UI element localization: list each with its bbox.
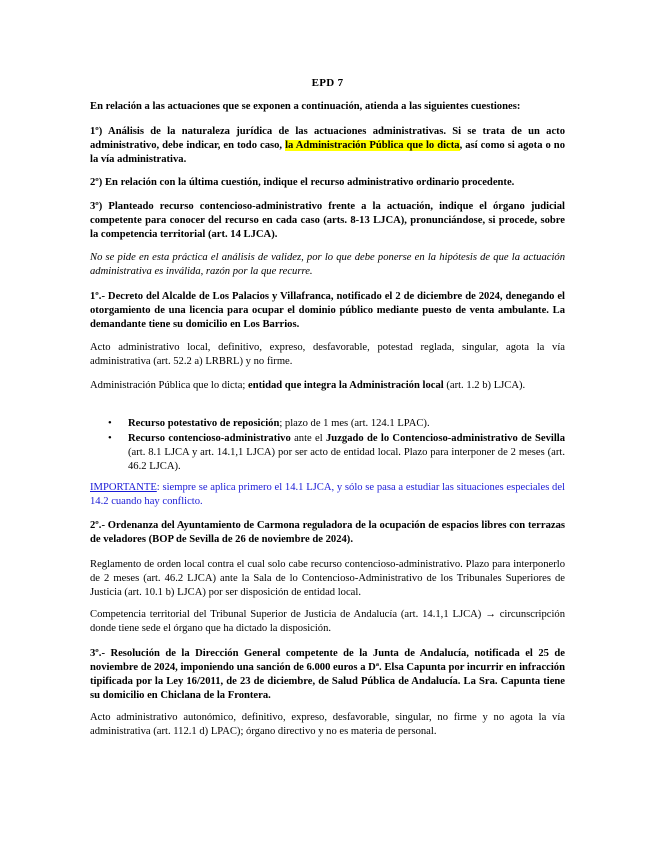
intro-paragraph: En relación a las actuaciones que se exponen a continuación, atienda a las siguientes cuestiones: [90,101,521,112]
case-1-bullet-list [90,417,565,475]
case-1-p2-c: (art. 1.2 b) LJCA). [443,380,526,391]
document-title: EPD 7 [311,77,344,89]
bullet-2-a: Recurso contencioso-administrativo [128,433,291,444]
question-3: 3º) Planteado recurso contencioso-administrativo frente a la actuación, indique el órgano judicial competente para conocer del recurso en cada caso (arts. 8-13 LJCA), pronunciándose, si procede, sobre la competencia territorial (art. 14 LJCA). [90,201,565,240]
question-1-text-b: , así como si agota o no la vía administrativa. [90,140,565,165]
case-1-paragraph-1: Acto administrativo local, definitivo, expreso, desfavorable, potestad reglada, singular, agota la vía administrativa (art. 52.2 a) LRBRL) y no firme. [90,342,565,367]
important-text: : siempre se aplica primero el 14.1 LJCA, y sólo se pasa a estudiar las situaciones especiales del 14.2 cuando hay conflicto. [90,482,565,507]
case-1-paragraph-2 [90,379,565,393]
case-1-heading: 1º.- Decreto del Alcalde de Los Palacios y Villafranca, notificado el 2 de diciembre de 2024, denegando el otorgamiento de una licencia para ocupar el dominio público mediante puesto de venta ambulante. La demandante tiene su domicilio en Los Barrios. [90,291,565,330]
question-1-text-a: 1º) Análisis de la naturaleza jurídica de las actuaciones administrativas. Si se trata de un acto administrativo, debe indicar, en todo caso, [90,126,565,151]
bullet-2-c: Juzgado de lo Contencioso-administrativo de Sevilla [326,433,565,444]
case-2-paragraph-1: Reglamento de orden local contra el cual solo cabe recurso contencioso-administrativo. Plazo para interponerlo de 2 meses (art. 46.2 LJCA) ante la Sala de lo Contencioso-Administrativo de los Tribunales Superiores de Justicia (art. 10.1 b) LJCA) por ser disposición de entidad local. [90,559,565,598]
list-item [90,417,565,431]
bullet-2-d: (art. 8.1 LJCA y art. 14.1,1 LJCA) por ser acto de entidad local. Plazo para interponer de 2 meses (art. 46.2 LJCA). [128,447,565,472]
important-label: IMPORTANTE [90,482,157,493]
bullet-1-b: ; plazo de 1 mes (art. 124.1 LPAC). [279,418,430,429]
bullet-2-b: ante el [290,433,326,444]
list-item [90,432,565,474]
case-1-p2-a: Administración Pública que lo dicta; [90,380,248,391]
case-2-paragraph-2: Competencia territorial del Tribunal Superior de Justicia de Andalucía (art. 14.1,1 LJCA) → circunscripción donde tiene sede el órgano que ha dictado la disposición. [90,609,565,634]
bullet-1-a: Recurso potestativo de reposición [128,418,280,429]
question-1 [90,125,565,167]
bullet-icon: • [108,433,112,444]
question-1-highlight: la Administración Pública que lo dicta [285,140,460,151]
case-1-p2-b: entidad que integra la Administración local [248,380,444,391]
case-2-heading: 2º.- Ordenanza del Ayuntamiento de Carmona reguladora de la ocupación de espacios libres con terrazas de veladores (BOP de Sevilla de 26 de noviembre de 2024). [90,520,565,545]
question-2: 2º) En relación con la última cuestión, indique el recurso administrativo ordinario procedente. [90,177,515,188]
important-note [90,481,565,509]
bullet-icon: • [108,418,112,429]
case-3-heading: 3º.- Resolución de la Dirección General competente de la Junta de Andalucía, notificada el 25 de noviembre de 2024, imponiendo una sanción de 6.000 euros a Dª. Elsa Capunta por incurrir en infracción tipificada por la Ley 16/2011, de 23 de diciembre, de Salud Pública de Andalucía. La Sra. Capunta tiene su domicilio en Chiclana de la Frontera. [90,648,565,701]
note-paragraph: No se pide en esta práctica el análisis de validez, por lo que debe ponerse en la hipótesis de que la actuación administrativa es inválida, razón por la que recurre. [90,252,565,277]
case-3-paragraph-1: Acto administrativo autonómico, definitivo, expreso, desfavorable, singular, no firme y no agota la vía administrativa (art. 112.1 d) LPAC); órgano directivo y no es materia de personal. [90,712,565,737]
